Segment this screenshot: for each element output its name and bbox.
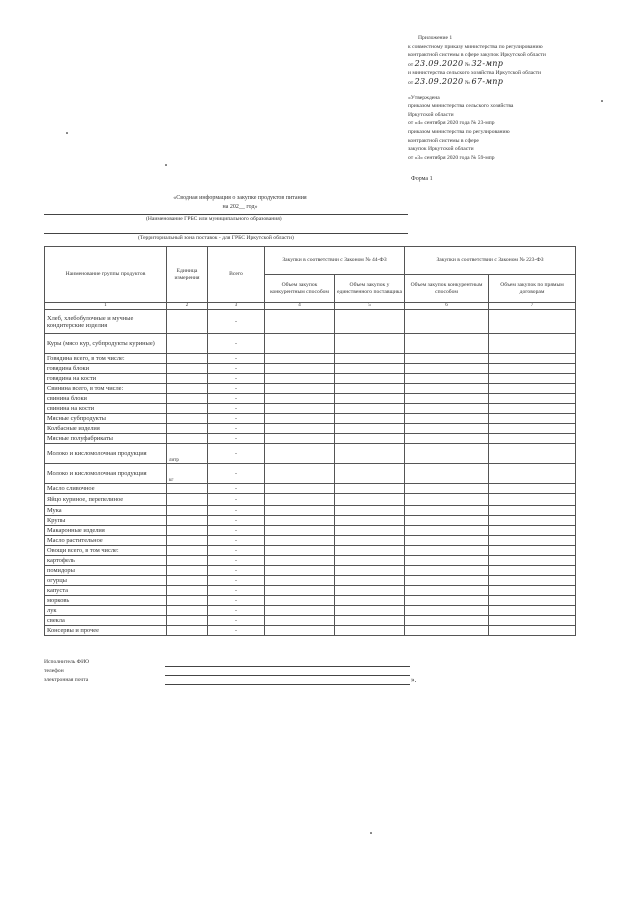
table-row (45, 586, 576, 596)
table-row (45, 606, 576, 616)
column-number: 6 (405, 303, 489, 310)
value-cell-44fz-single (335, 374, 405, 384)
table-row (45, 444, 576, 464)
total-cell: - (208, 484, 265, 494)
table-row (45, 384, 576, 394)
value-cell-223fz-competitive (405, 384, 489, 394)
product-group-cell: Яйцо куриное, перепелиное (45, 494, 167, 506)
table-row (45, 506, 576, 516)
table-row (45, 424, 576, 434)
value-cell-44fz-competitive (265, 374, 335, 384)
product-group-cell: Макаронные изделия (45, 526, 167, 536)
value-cell-223fz-competitive (405, 464, 489, 484)
product-group-cell: свекла (45, 616, 167, 626)
table-row (45, 334, 576, 354)
unit-cell (167, 424, 208, 434)
total-cell: - (208, 334, 265, 354)
value-cell-223fz-competitive (405, 576, 489, 586)
value-cell-223fz-competitive (405, 626, 489, 636)
value-cell-44fz-single (335, 414, 405, 424)
appendix-signature-1: от 23.09.2020 № 32-мпр (408, 59, 504, 68)
total-cell: - (208, 626, 265, 636)
scan-speck (370, 832, 372, 834)
value-cell-223fz-direct (489, 334, 576, 354)
value-cell-44fz-single (335, 494, 405, 506)
value-cell-223fz-direct (489, 494, 576, 506)
value-cell-44fz-competitive (265, 484, 335, 494)
table-row (45, 434, 576, 444)
header-44fz-competitive: Объем закупок конкурентным способом (265, 275, 335, 303)
value-cell-44fz-competitive (265, 576, 335, 586)
total-cell: - (208, 414, 265, 424)
food-purchase-table (44, 246, 576, 636)
value-cell-44fz-competitive (265, 424, 335, 434)
total-cell: - (208, 444, 265, 464)
value-cell-44fz-competitive (265, 334, 335, 354)
unit-cell: кг (167, 464, 208, 484)
value-cell-223fz-competitive (405, 364, 489, 374)
table-row (45, 364, 576, 374)
product-group-cell: лук (45, 606, 167, 616)
value-cell-44fz-single (335, 626, 405, 636)
column-number: 5 (335, 303, 405, 310)
value-cell-223fz-direct (489, 576, 576, 586)
total-cell: - (208, 374, 265, 384)
total-cell: - (208, 616, 265, 626)
value-cell-44fz-single (335, 586, 405, 596)
value-cell-223fz-direct (489, 546, 576, 556)
total-cell: - (208, 576, 265, 586)
product-group-cell: свинина на кости (45, 404, 167, 414)
value-cell-223fz-competitive (405, 444, 489, 464)
total-cell: - (208, 566, 265, 576)
grbs-name-line (44, 214, 408, 215)
unit-cell (167, 536, 208, 546)
total-cell: - (208, 586, 265, 596)
value-cell-44fz-single (335, 484, 405, 494)
unit-cell (167, 310, 208, 334)
unit-cell (167, 404, 208, 414)
value-cell-44fz-single (335, 556, 405, 566)
value-cell-223fz-direct (489, 354, 576, 364)
value-cell-223fz-direct (489, 310, 576, 334)
unit-cell (167, 506, 208, 516)
table-row (45, 310, 576, 334)
value-cell-44fz-single (335, 546, 405, 556)
unit-cell (167, 484, 208, 494)
value-cell-223fz-direct (489, 566, 576, 576)
header-223fz-direct: Объем закупок по прямым договорам (489, 275, 576, 303)
executor-label: Исполнитель ФИО (44, 659, 90, 665)
table-row (45, 414, 576, 424)
value-cell-44fz-competitive (265, 364, 335, 374)
table-row (45, 404, 576, 414)
product-group-cell: Молоко и кисломолочная продукция (45, 444, 167, 464)
product-group-cell: капуста (45, 586, 167, 596)
appendix-line: контрактной системы в сфере закупок Иркутской области (408, 52, 546, 59)
value-cell-44fz-single (335, 334, 405, 354)
value-cell-44fz-single (335, 516, 405, 526)
approved-block: «Утверждена приказом министерства сельского хозяйства Иркутской области от «4» сентября 2020 года № 23-мпр приказом министерства по регулированию контрактной системы в сфере закупок Иркутской области от «3» сентября 2020 года № 59-мпр (408, 94, 514, 161)
value-cell-223fz-competitive (405, 424, 489, 434)
product-group-cell: Хлеб, хлебобулочные и мучные кондитерские изделия (45, 310, 167, 334)
value-cell-44fz-single (335, 404, 405, 414)
value-cell-223fz-direct (489, 626, 576, 636)
value-cell-44fz-competitive (265, 596, 335, 606)
value-cell-44fz-competitive (265, 536, 335, 546)
value-cell-223fz-competitive (405, 526, 489, 536)
unit-cell (167, 394, 208, 404)
total-cell: - (208, 384, 265, 394)
product-group-cell: говядина на кости (45, 374, 167, 384)
email-line (165, 684, 410, 685)
appendix-line: к совместному приказу министерства по регулированию (408, 43, 543, 50)
table-row (45, 494, 576, 506)
value-cell-223fz-direct (489, 374, 576, 384)
product-group-cell: Куры (мясо кур, субпродукты куриные) (45, 334, 167, 354)
value-cell-223fz-competitive (405, 506, 489, 516)
appendix-line: и министерства сельского хозяйства Иркутской области (408, 70, 542, 77)
total-cell: - (208, 424, 265, 434)
header-223fz: Закупки в соответствии с Законом № 223-ФЗ (405, 247, 576, 275)
value-cell-223fz-competitive (405, 404, 489, 414)
value-cell-223fz-direct (489, 384, 576, 394)
value-cell-223fz-direct (489, 464, 576, 484)
value-cell-223fz-competitive (405, 434, 489, 444)
product-group-cell: Свинина всего, в том числе: (45, 384, 167, 394)
value-cell-223fz-competitive (405, 374, 489, 384)
executor-line (165, 666, 410, 667)
table-body (45, 310, 576, 636)
table-row (45, 374, 576, 384)
appendix-header (408, 34, 633, 162)
total-cell: - (208, 606, 265, 616)
product-group-cell: Молоко и кисломолочная продукция (45, 464, 167, 484)
column-number: 2 (167, 303, 208, 310)
total-cell: - (208, 464, 265, 484)
form-number-label: Форма 1 (411, 176, 433, 182)
value-cell-223fz-direct (489, 484, 576, 494)
table-row (45, 536, 576, 546)
value-cell-223fz-direct (489, 516, 576, 526)
value-cell-44fz-single (335, 444, 405, 464)
product-group-cell: говядина блоки (45, 364, 167, 374)
product-group-cell: картофель (45, 556, 167, 566)
scan-speck (601, 100, 603, 102)
value-cell-44fz-competitive (265, 546, 335, 556)
value-cell-223fz-competitive (405, 494, 489, 506)
value-cell-223fz-competitive (405, 596, 489, 606)
value-cell-44fz-single (335, 596, 405, 606)
total-cell: - (208, 596, 265, 606)
unit-cell (167, 354, 208, 364)
total-cell: - (208, 536, 265, 546)
table-row (45, 566, 576, 576)
phone-label: телефон (44, 668, 64, 674)
value-cell-44fz-competitive (265, 566, 335, 576)
table-row (45, 546, 576, 556)
product-group-cell: Овощи всего, в том числе: (45, 546, 167, 556)
total-cell: - (208, 526, 265, 536)
total-cell: - (208, 434, 265, 444)
unit-cell (167, 374, 208, 384)
unit-cell (167, 364, 208, 374)
value-cell-44fz-competitive (265, 394, 335, 404)
value-cell-223fz-competitive (405, 516, 489, 526)
unit-cell (167, 576, 208, 586)
value-cell-44fz-single (335, 576, 405, 586)
value-cell-44fz-single (335, 526, 405, 536)
unit-cell (167, 516, 208, 526)
table-row (45, 596, 576, 606)
value-cell-223fz-direct (489, 434, 576, 444)
column-number: 4 (265, 303, 335, 310)
value-cell-44fz-single (335, 566, 405, 576)
product-group-cell: Масло сливочное (45, 484, 167, 494)
value-cell-223fz-competitive (405, 586, 489, 596)
unit-cell (167, 586, 208, 596)
header-total: Всего (208, 247, 265, 303)
value-cell-44fz-competitive (265, 586, 335, 596)
product-group-cell: свинина блоки (45, 394, 167, 404)
value-cell-44fz-single (335, 464, 405, 484)
value-cell-44fz-single (335, 616, 405, 626)
unit-cell (167, 526, 208, 536)
unit-cell (167, 384, 208, 394)
value-cell-44fz-single (335, 394, 405, 404)
unit-cell (167, 546, 208, 556)
value-cell-223fz-competitive (405, 546, 489, 556)
product-group-cell: Масло растительное (45, 536, 167, 546)
header-group: Наименование группы продуктов (45, 247, 167, 303)
product-group-cell: Мясные субпродукты (45, 414, 167, 424)
product-group-cell: Колбасные изделия (45, 424, 167, 434)
value-cell-223fz-direct (489, 394, 576, 404)
value-cell-223fz-direct (489, 424, 576, 434)
value-cell-44fz-single (335, 354, 405, 364)
value-cell-223fz-competitive (405, 484, 489, 494)
total-cell: - (208, 354, 265, 364)
value-cell-223fz-competitive (405, 606, 489, 616)
table-row (45, 526, 576, 536)
total-cell: - (208, 556, 265, 566)
phone-line (165, 675, 410, 676)
value-cell-44fz-competitive (265, 626, 335, 636)
scan-speck (165, 164, 167, 166)
value-cell-44fz-competitive (265, 506, 335, 516)
value-cell-44fz-competitive (265, 434, 335, 444)
product-group-cell: Говядина всего, в том числе: (45, 354, 167, 364)
table-row (45, 354, 576, 364)
value-cell-223fz-competitive (405, 394, 489, 404)
value-cell-44fz-single (335, 384, 405, 394)
value-cell-44fz-competitive (265, 616, 335, 626)
header-44fz: Закупки в соответствии с Законом № 44-ФЗ (265, 247, 405, 275)
value-cell-223fz-direct (489, 404, 576, 414)
value-cell-223fz-direct (489, 616, 576, 626)
product-group-cell: Крупы (45, 516, 167, 526)
header-unit: Единица измерения (167, 247, 208, 303)
product-group-cell: помидоры (45, 566, 167, 576)
unit-cell (167, 414, 208, 424)
product-group-cell: Консервы и прочее (45, 626, 167, 636)
value-cell-223fz-direct (489, 364, 576, 374)
value-cell-223fz-direct (489, 506, 576, 516)
table-row (45, 626, 576, 636)
email-label: электронная почта (44, 677, 89, 683)
unit-cell (167, 596, 208, 606)
unit-cell (167, 606, 208, 616)
value-cell-223fz-competitive (405, 414, 489, 424)
total-cell: - (208, 404, 265, 414)
total-cell: - (208, 494, 265, 506)
product-group-cell: огурцы (45, 576, 167, 586)
total-cell: - (208, 546, 265, 556)
value-cell-44fz-competitive (265, 384, 335, 394)
unit-cell (167, 434, 208, 444)
form-title: «Сводная информация о закупке продуктов питания на 202__ год» (173, 195, 307, 210)
column-number: 3 (208, 303, 265, 310)
column-number: 1 (45, 303, 167, 310)
value-cell-223fz-competitive (405, 354, 489, 364)
table-row (45, 394, 576, 404)
value-cell-223fz-competitive (405, 556, 489, 566)
column-number: 7 (489, 303, 576, 310)
grbs-name-label: (Наименование ГРБС или муниципального образования) (146, 216, 282, 222)
table-row (45, 464, 576, 484)
header-223fz-competitive: Объем закупок конкурентным способом (405, 275, 489, 303)
territory-line (44, 233, 408, 234)
value-cell-44fz-competitive (265, 556, 335, 566)
unit-cell (167, 626, 208, 636)
handwritten-number: 67-мпр (471, 77, 504, 86)
value-cell-223fz-direct (489, 596, 576, 606)
total-cell: - (208, 310, 265, 334)
value-cell-44fz-single (335, 310, 405, 334)
value-cell-223fz-direct (489, 444, 576, 464)
value-cell-223fz-competitive (405, 334, 489, 354)
total-cell: - (208, 394, 265, 404)
unit-cell (167, 616, 208, 626)
header-44fz-single: Объем закупок у единственного поставщика (335, 275, 405, 303)
unit-cell (167, 566, 208, 576)
value-cell-44fz-single (335, 434, 405, 444)
table-row (45, 556, 576, 566)
value-cell-44fz-competitive (265, 354, 335, 364)
product-group-cell: морковь (45, 596, 167, 606)
unit-cell (167, 494, 208, 506)
value-cell-223fz-competitive (405, 566, 489, 576)
value-cell-44fz-single (335, 606, 405, 616)
value-cell-44fz-competitive (265, 516, 335, 526)
value-cell-44fz-competitive (265, 494, 335, 506)
appendix-signature-2: от 23.09.2020 № 67-мпр (408, 77, 504, 86)
table-row (45, 616, 576, 626)
value-cell-223fz-direct (489, 414, 576, 424)
appendix-line: Приложение 1 (418, 35, 453, 41)
value-cell-223fz-direct (489, 586, 576, 596)
product-group-cell: Мука (45, 506, 167, 516)
value-cell-44fz-competitive (265, 606, 335, 616)
product-group-cell: Мясные полуфабрикаты (45, 434, 167, 444)
table-row (45, 484, 576, 494)
unit-cell (167, 556, 208, 566)
territory-label: (Территориальный зона поставок - для ГРБС Иркутской области) (138, 235, 294, 241)
value-cell-223fz-direct (489, 556, 576, 566)
scan-speck (66, 132, 68, 134)
value-cell-223fz-competitive (405, 310, 489, 334)
value-cell-44fz-single (335, 536, 405, 546)
value-cell-223fz-competitive (405, 616, 489, 626)
unit-cell: литр (167, 444, 208, 464)
handwritten-number: 32-мпр (471, 59, 504, 68)
table-row (45, 576, 576, 586)
total-cell: - (208, 506, 265, 516)
value-cell-44fz-single (335, 506, 405, 516)
quote-end-mark: ». (411, 676, 417, 684)
value-cell-223fz-direct (489, 526, 576, 536)
handwritten-date: 23.09.2020 (414, 77, 464, 86)
value-cell-44fz-single (335, 424, 405, 434)
value-cell-223fz-competitive (405, 536, 489, 546)
value-cell-44fz-competitive (265, 310, 335, 334)
total-cell: - (208, 364, 265, 374)
value-cell-223fz-direct (489, 536, 576, 546)
value-cell-44fz-competitive (265, 414, 335, 424)
value-cell-44fz-competitive (265, 444, 335, 464)
value-cell-44fz-competitive (265, 464, 335, 484)
value-cell-44fz-competitive (265, 404, 335, 414)
value-cell-44fz-single (335, 364, 405, 374)
unit-cell (167, 334, 208, 354)
value-cell-44fz-competitive (265, 526, 335, 536)
handwritten-date: 23.09.2020 (414, 59, 464, 68)
value-cell-223fz-direct (489, 606, 576, 616)
total-cell: - (208, 516, 265, 526)
table-row (45, 516, 576, 526)
